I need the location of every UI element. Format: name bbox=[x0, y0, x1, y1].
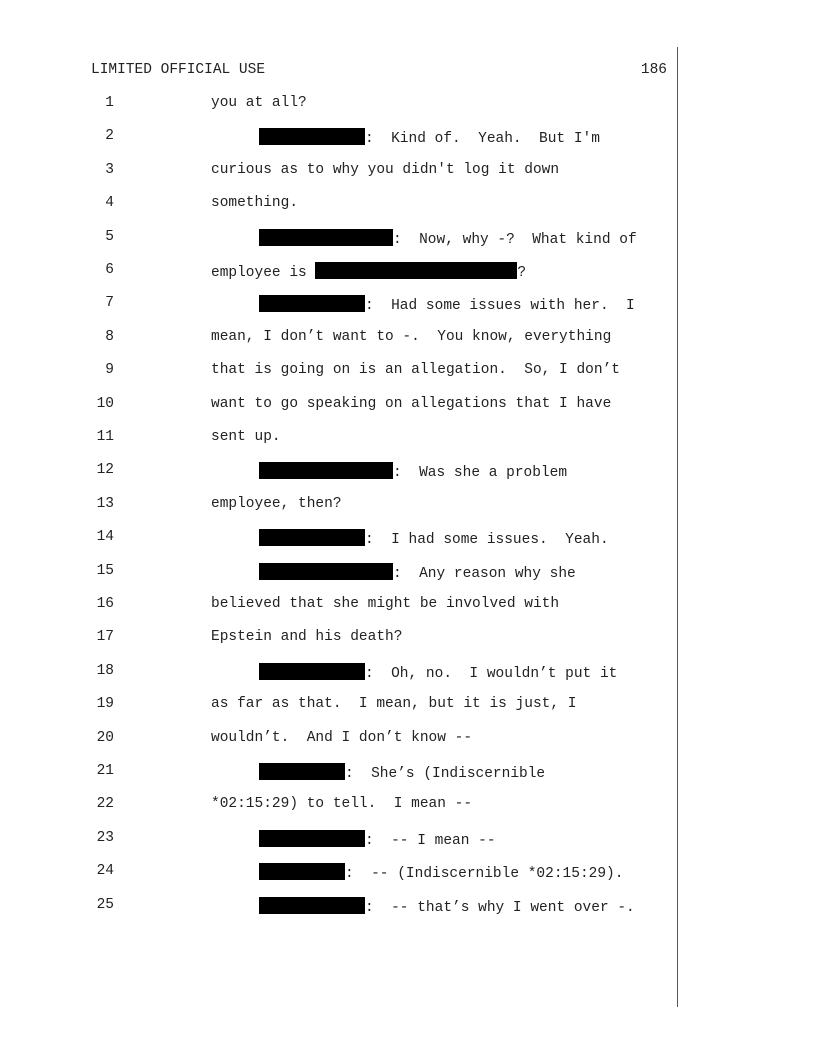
line-text-content: : Now, why -? What kind of bbox=[393, 231, 637, 248]
transcript-line bbox=[0, 730, 816, 752]
line-text bbox=[259, 763, 545, 782]
line-number: 16 bbox=[96, 596, 114, 612]
line-text bbox=[259, 863, 623, 882]
line-number: 19 bbox=[96, 696, 114, 713]
transcript-line bbox=[0, 563, 816, 585]
redaction-block bbox=[259, 529, 365, 546]
line-text bbox=[259, 462, 567, 481]
line-text bbox=[259, 830, 496, 849]
redaction-block bbox=[259, 128, 365, 145]
line-number: 7 bbox=[105, 295, 114, 312]
line-text-content: : Oh, no. I wouldn’t put it bbox=[365, 665, 618, 682]
line-number: 3 bbox=[105, 161, 114, 178]
line-number: 2 bbox=[105, 128, 114, 145]
line-number: 1 bbox=[105, 95, 114, 111]
page-number: 186 bbox=[640, 62, 667, 78]
line-text-content: believed that she might be involved with bbox=[211, 596, 560, 612]
line-text-content: : -- that’s why I went over -. bbox=[365, 899, 635, 916]
line-text-content: wouldn’t. And I don’t know -- bbox=[211, 729, 473, 746]
line-text bbox=[211, 195, 298, 211]
line-text bbox=[211, 162, 559, 178]
line-number: 23 bbox=[96, 829, 114, 846]
line-text bbox=[259, 663, 617, 682]
line-text bbox=[211, 429, 281, 445]
line-number: 4 bbox=[105, 195, 114, 212]
line-text-content: ? bbox=[517, 265, 527, 281]
transcript-line bbox=[0, 796, 816, 818]
transcript-line bbox=[0, 429, 816, 451]
transcript-line bbox=[0, 229, 816, 251]
transcript-line bbox=[0, 863, 816, 885]
redaction-block bbox=[259, 897, 365, 914]
line-text-content: you at all? bbox=[211, 95, 307, 111]
line-text-content: curious as to why you didn't log it down bbox=[211, 161, 560, 178]
classification-header: LIMITED OFFICIAL USE bbox=[91, 62, 266, 78]
redaction-block bbox=[259, 295, 365, 312]
line-number: 12 bbox=[96, 462, 114, 479]
line-text-content: as far as that. I mean, but it is just, I bbox=[211, 696, 577, 713]
line-number: 15 bbox=[96, 562, 114, 579]
line-text bbox=[211, 496, 342, 512]
line-number: 9 bbox=[105, 362, 114, 379]
line-text-content: Epstein and his death? bbox=[211, 629, 403, 646]
line-number: 22 bbox=[96, 796, 114, 813]
line-number: 24 bbox=[96, 863, 114, 880]
transcript-line bbox=[0, 629, 816, 651]
redaction-block bbox=[259, 462, 393, 479]
line-text-content: : I had some issues. Yeah. bbox=[365, 532, 609, 549]
line-text bbox=[259, 897, 635, 916]
line-text bbox=[259, 128, 600, 147]
transcript-line bbox=[0, 362, 816, 384]
transcript-line bbox=[0, 396, 816, 418]
line-text-content: something. bbox=[211, 195, 299, 212]
transcript-line bbox=[0, 696, 816, 718]
line-number: 17 bbox=[96, 629, 114, 646]
line-number: 20 bbox=[96, 729, 114, 746]
transcript-line bbox=[0, 462, 816, 484]
line-number: 5 bbox=[105, 228, 114, 245]
line-text bbox=[211, 329, 611, 345]
line-text bbox=[211, 396, 611, 412]
line-text bbox=[211, 696, 576, 712]
line-text-content: : -- I mean -- bbox=[365, 832, 496, 849]
line-text-content: employee, then? bbox=[211, 495, 342, 512]
line-text-content: : Had some issues with her. I bbox=[365, 298, 635, 315]
transcript-line bbox=[0, 830, 816, 852]
line-text bbox=[211, 362, 620, 378]
transcript-line bbox=[0, 529, 816, 551]
line-text bbox=[211, 262, 526, 281]
redaction-block bbox=[259, 863, 345, 880]
line-text bbox=[211, 596, 559, 612]
line-text-content: : Any reason why she bbox=[393, 565, 576, 582]
line-text-content: sent up. bbox=[211, 429, 281, 445]
redaction-block bbox=[259, 563, 393, 580]
transcript-line bbox=[0, 763, 816, 785]
line-number: 8 bbox=[105, 328, 114, 345]
redaction-block bbox=[259, 229, 393, 246]
redaction-block bbox=[259, 830, 365, 847]
transcript-line bbox=[0, 195, 816, 217]
transcript-line bbox=[0, 95, 816, 117]
redaction-block bbox=[259, 663, 365, 680]
line-text-content: : Was she a problem bbox=[393, 465, 568, 482]
transcript-line bbox=[0, 496, 816, 518]
transcript-line bbox=[0, 128, 816, 150]
transcript-line bbox=[0, 897, 816, 919]
line-text bbox=[211, 730, 472, 746]
line-text-content: mean, I don’t want to -. You know, everything bbox=[211, 328, 612, 345]
line-text bbox=[211, 95, 307, 111]
line-number: 21 bbox=[96, 763, 114, 779]
redaction-block bbox=[259, 763, 345, 780]
line-number: 25 bbox=[96, 896, 114, 913]
line-number: 13 bbox=[96, 495, 114, 512]
line-number: 10 bbox=[96, 395, 114, 412]
line-text bbox=[211, 629, 402, 645]
transcript-line bbox=[0, 596, 816, 618]
line-text bbox=[259, 563, 576, 582]
line-text bbox=[211, 796, 472, 812]
transcript-line bbox=[0, 329, 816, 351]
line-text-content: that is going on is an allegation. So, I don’t bbox=[211, 362, 620, 379]
line-text-content: *02:15:29) to tell. I mean -- bbox=[211, 796, 473, 813]
line-text-content: employee is bbox=[211, 265, 316, 281]
line-text-content: want to go speaking on allegations that I have bbox=[211, 395, 612, 412]
transcript-line bbox=[0, 663, 816, 685]
transcript-line bbox=[0, 295, 816, 317]
line-text-content: : -- (Indiscernible *02:15:29). bbox=[345, 866, 624, 883]
redaction-block bbox=[315, 262, 517, 279]
line-text bbox=[259, 229, 637, 248]
line-text bbox=[259, 529, 609, 548]
transcript-line bbox=[0, 262, 816, 284]
line-text-content: : She’s (Indiscernible bbox=[345, 766, 546, 782]
line-text-content: : Kind of. Yeah. But I'm bbox=[365, 131, 600, 148]
line-number: 14 bbox=[96, 529, 114, 546]
line-number: 11 bbox=[96, 429, 114, 445]
line-number: 6 bbox=[105, 262, 114, 278]
line-number: 18 bbox=[96, 662, 114, 679]
transcript-line bbox=[0, 162, 816, 184]
line-text bbox=[259, 295, 635, 314]
